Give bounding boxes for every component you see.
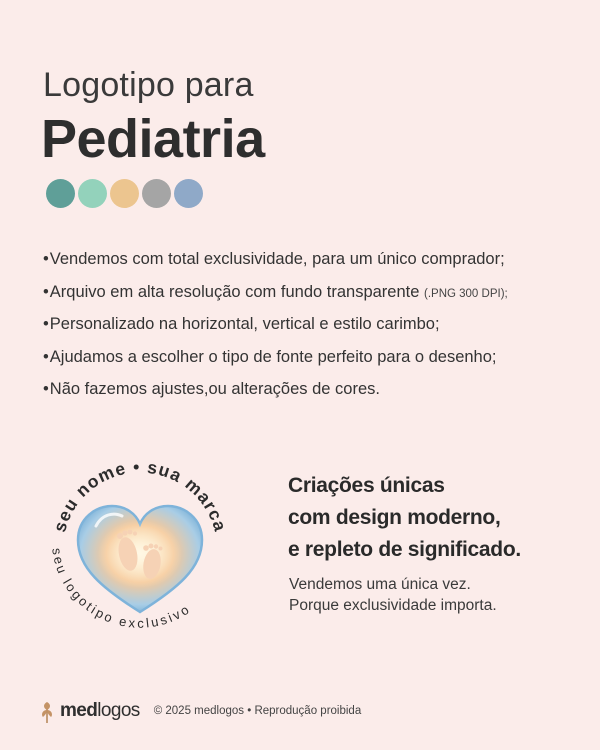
subtext-line-2: Porque exclusividade importa. — [289, 597, 497, 614]
color-swatch-sand — [110, 179, 139, 208]
subtext-line-1: Vendemos uma única vez. — [289, 576, 471, 593]
title-line-2: Pediatria — [41, 109, 265, 169]
feature-item: •Ajudamos a escolher o tipo de fonte perfeito para o desenho; — [43, 347, 497, 366]
feature-item: •Arquivo em alta resolução com fundo transparente (.PNG 300 DPI); — [43, 282, 508, 301]
stamp-top-text: seu nome • sua marca — [49, 456, 231, 535]
color-swatch-gray — [142, 179, 171, 208]
color-swatch-blue — [174, 179, 203, 208]
footer — [40, 696, 361, 726]
headline-line-2: com design moderno, — [288, 506, 501, 529]
stamp-bottom-text: seu logotipo exclusivo — [49, 546, 194, 631]
headline-line-1: Criações únicas — [288, 474, 445, 497]
feature-list — [43, 243, 583, 406]
baby-footprints-heart-icon — [78, 506, 202, 612]
headline — [288, 470, 588, 566]
feature-item: •Vendemos com total exclusividade, para um único comprador; — [43, 250, 505, 268]
stamp-logo — [40, 450, 240, 650]
feature-item: •Não fazemos ajustes,ou alterações de cores. — [43, 380, 380, 398]
feature-item: •Personalizado na horizontal, vertical e estilo carimbo; — [43, 315, 440, 333]
title-line-1: Logotipo para — [43, 66, 254, 104]
subtext — [289, 574, 589, 616]
color-swatch-mint — [78, 179, 107, 208]
copyright-text: © 2025 medlogos • Reprodução proibida — [153, 705, 362, 717]
color-swatch-teal — [46, 179, 75, 208]
file-format-note: (.PNG 300 DPI); — [424, 287, 508, 300]
wheat-leaf-icon — [40, 698, 54, 724]
color-palette — [46, 179, 203, 208]
brand-logo: medlogos — [60, 700, 140, 721]
headline-line-3: e repleto de significado. — [288, 538, 521, 561]
